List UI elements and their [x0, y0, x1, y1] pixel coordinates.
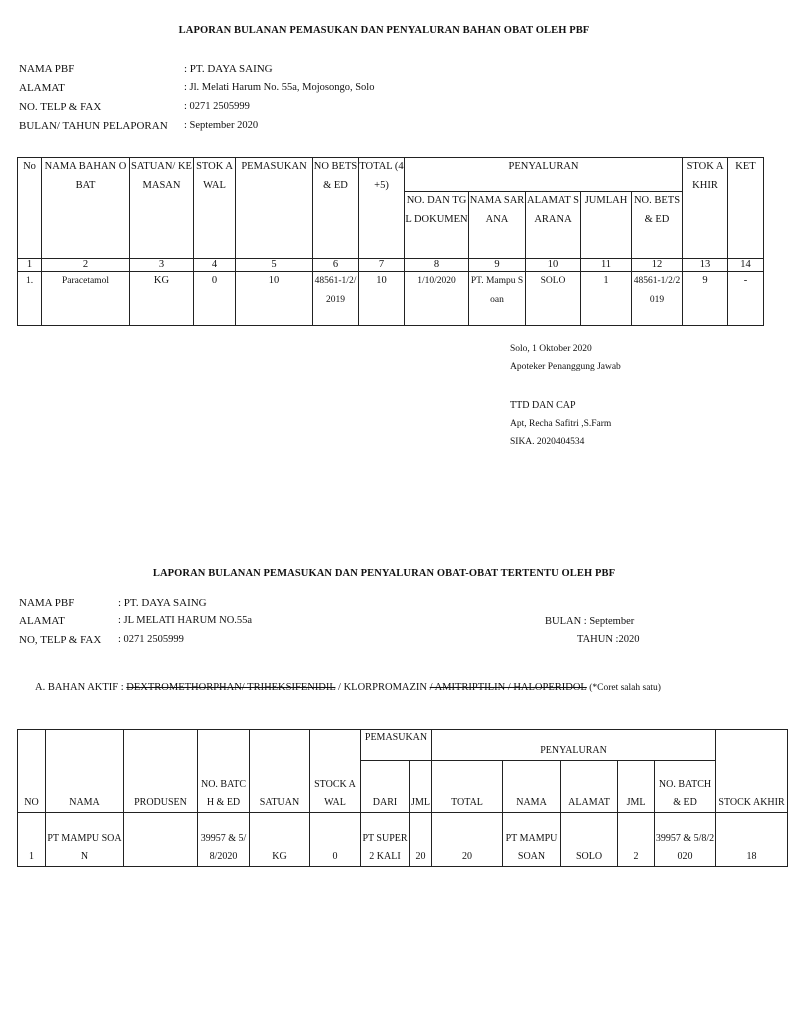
r1-header-ket: KET — [728, 158, 764, 259]
report2-tahun: TAHUN :2020 — [577, 634, 640, 645]
r1-num: 5 — [236, 259, 313, 272]
r1-header-alamat-sarana: ALAMAT SARANA — [526, 192, 581, 259]
r2-header-alamat: ALAMAT — [561, 761, 618, 813]
r1-header-stok-akhir: STOK AKHIR — [683, 158, 728, 259]
r2-header-satuan: SATUAN — [250, 730, 310, 813]
report1-value-telp: : 0271 2505999 — [184, 101, 250, 112]
r1-cell-satuan: KG — [130, 272, 194, 326]
report2-value-telp: : 0271 2505999 — [118, 634, 184, 645]
r1-header-pemasukan: PEMASUKAN — [236, 158, 313, 259]
r1-cell-nama: Paracetamol — [42, 272, 130, 326]
signature-place-date: Solo, 1 Oktober 2020 — [510, 344, 592, 354]
r2-cell-batch2: 39957 & 5/8/2020 — [655, 813, 716, 867]
report2-label-nama-pbf: NAMA PBF — [19, 597, 75, 609]
r2-cell-dari: PT SUPER 2 KALI — [361, 813, 410, 867]
signature-role: Apoteker Penanggung Jawab — [510, 362, 621, 372]
r1-num: 13 — [683, 259, 728, 272]
r1-num: 11 — [581, 259, 632, 272]
r2-header-batch2: NO. BATCH & ED — [655, 761, 716, 813]
report1-label-telp: NO. TELP & FAX — [19, 101, 102, 113]
report1-title: LAPORAN BULANAN PEMASUKAN DAN PENYALURAN BAHAN OBAT OLEH PBF — [178, 25, 590, 36]
r1-num: 6 — [313, 259, 359, 272]
report2-table-wrapper — [17, 729, 785, 862]
signature-ttd: TTD DAN CAP — [510, 400, 576, 411]
r2-cell-batch: 39957 & 5/8/2020 — [198, 813, 250, 867]
r2-header-stock-akhir: STOCK AKHIR — [716, 730, 788, 813]
signature-sika: SIKA. 2020404534 — [510, 437, 585, 447]
r2-cell-stock-akhir: 18 — [716, 813, 788, 867]
report1-value-alamat: : Jl. Melati Harum No. 55a, Mojosongo, Solo — [184, 82, 375, 93]
r2-header-jml2: JML — [618, 761, 655, 813]
table-row — [18, 813, 788, 867]
report2-label-telp: NO, TELP & FAX — [19, 634, 102, 646]
report1-value-bulan: : September 2020 — [184, 120, 259, 131]
report1-label-bulan: BULAN/ TAHUN PELAPORAN — [19, 120, 168, 132]
r1-num: 14 — [728, 259, 764, 272]
bahan-prefix: A. BAHAN AKTIF : — [35, 682, 127, 693]
r1-cell-nama-sarana: PT. Mampu Soan — [469, 272, 526, 326]
r2-cell-produsen — [124, 813, 198, 867]
r2-cell-total: 20 — [432, 813, 503, 867]
report2-label-alamat: ALAMAT — [19, 615, 65, 627]
r2-cell-satuan: KG — [250, 813, 310, 867]
r1-header-total: TOTAL (4+5) — [359, 158, 405, 259]
bahan-aktif-line — [35, 682, 661, 693]
report2-bulan: BULAN : September — [545, 616, 635, 627]
bahan-mid: / KLORPROMAZIN — [335, 682, 430, 693]
r1-header-no-dok: NO. DAN TGL DOKUMEN — [405, 192, 469, 259]
r1-num: 1 — [18, 259, 42, 272]
report2-title: LAPORAN BULANAN PEMASUKAN DAN PENYALURAN OBAT-OBAT TERTENTU OLEH PBF — [152, 568, 616, 579]
r2-header-jml: JML — [410, 761, 432, 813]
r2-header-no: NO — [18, 730, 46, 813]
r2-cell-jml: 20 — [410, 813, 432, 867]
r1-header-no-bets2: NO. BETS & ED — [632, 192, 683, 259]
report1-label-nama-pbf: NAMA PBF — [19, 63, 75, 75]
r1-num: 4 — [194, 259, 236, 272]
r2-cell-no: 1 — [18, 813, 46, 867]
r1-header-no-bets: NO BETS & ED — [313, 158, 359, 259]
report1-label-alamat: ALAMAT — [19, 82, 65, 94]
r1-number-row — [18, 259, 764, 272]
bahan-strike-1: DEXTROMETHORPHAN/ TRIHEKSIFENIDIL — [126, 682, 336, 693]
r1-cell-pemasukan: 10 — [236, 272, 313, 326]
r1-cell-no: 1. — [18, 272, 42, 326]
r2-header-batch: NO. BATCH & ED — [198, 730, 250, 813]
r2-header-produsen: PRODUSEN — [124, 730, 198, 813]
r1-cell-no-bets2: 48561-1/2/2019 — [632, 272, 683, 326]
r1-cell-alamat-sarana: SOLO — [526, 272, 581, 326]
r2-header-nama: NAMA — [503, 761, 561, 813]
r1-header-no: No — [18, 158, 42, 259]
r1-cell-no-bets: 48561-1/2/2019 — [313, 272, 359, 326]
report2-table — [17, 729, 788, 867]
r1-header-nama-sarana: NAMA SARANA — [469, 192, 526, 259]
r1-header-jumlah: JUMLAH — [581, 192, 632, 259]
report1-table — [17, 157, 764, 326]
r2-header-pemasukan: PEMASUKAN — [361, 730, 432, 761]
r1-cell-total: 10 — [359, 272, 405, 326]
r2-cell-nama-obat: PT MAMPU SOAN — [46, 813, 124, 867]
table-row — [18, 272, 764, 326]
r2-cell-jml2: 2 — [618, 813, 655, 867]
r1-header-nama: NAMA BAHAN OBAT — [42, 158, 130, 259]
r1-num: 12 — [632, 259, 683, 272]
r2-header-penyaluran: PENYALURAN — [432, 730, 716, 761]
r1-num: 9 — [469, 259, 526, 272]
r2-header-nama-obat: NAMA — [46, 730, 124, 813]
r2-cell-stock-awal: 0 — [310, 813, 361, 867]
r2-cell-nama: PT MAMPU SOAN — [503, 813, 561, 867]
r2-cell-alamat: SOLO — [561, 813, 618, 867]
r1-header-penyaluran: PENYALURAN — [405, 158, 683, 192]
bahan-strike-2: / AMITRIPTILIN / HALOPERIDOL — [429, 682, 587, 693]
report1-value-nama-pbf: : PT. DAYA SAING — [184, 63, 273, 75]
r2-header-dari: DARI — [361, 761, 410, 813]
r2-header-stock-awal: STOCK AWAL — [310, 730, 361, 813]
r1-num: 10 — [526, 259, 581, 272]
r1-cell-stok-awal: 0 — [194, 272, 236, 326]
r1-num: 7 — [359, 259, 405, 272]
signature-name: Apt, Recha Safitri ,S.Farm — [510, 419, 612, 429]
r1-num: 2 — [42, 259, 130, 272]
r1-cell-stok-akhir: 9 — [683, 272, 728, 326]
report2-value-nama-pbf: : PT. DAYA SAING — [118, 597, 207, 609]
r1-num: 3 — [130, 259, 194, 272]
r1-cell-ket: - — [728, 272, 764, 326]
r1-cell-jumlah: 1 — [581, 272, 632, 326]
r1-header-satuan: SATUAN/ KEMASAN — [130, 158, 194, 259]
r1-num: 8 — [405, 259, 469, 272]
r1-header-stok-awal: STOK AWAL — [194, 158, 236, 259]
bahan-note: (*Coret salah satu) — [586, 683, 661, 693]
r1-cell-no-dok: 1/10/2020 — [405, 272, 469, 326]
r2-header-total: TOTAL — [432, 761, 503, 813]
report2-value-alamat: : JL MELATI HARUM NO.55a — [118, 615, 253, 626]
